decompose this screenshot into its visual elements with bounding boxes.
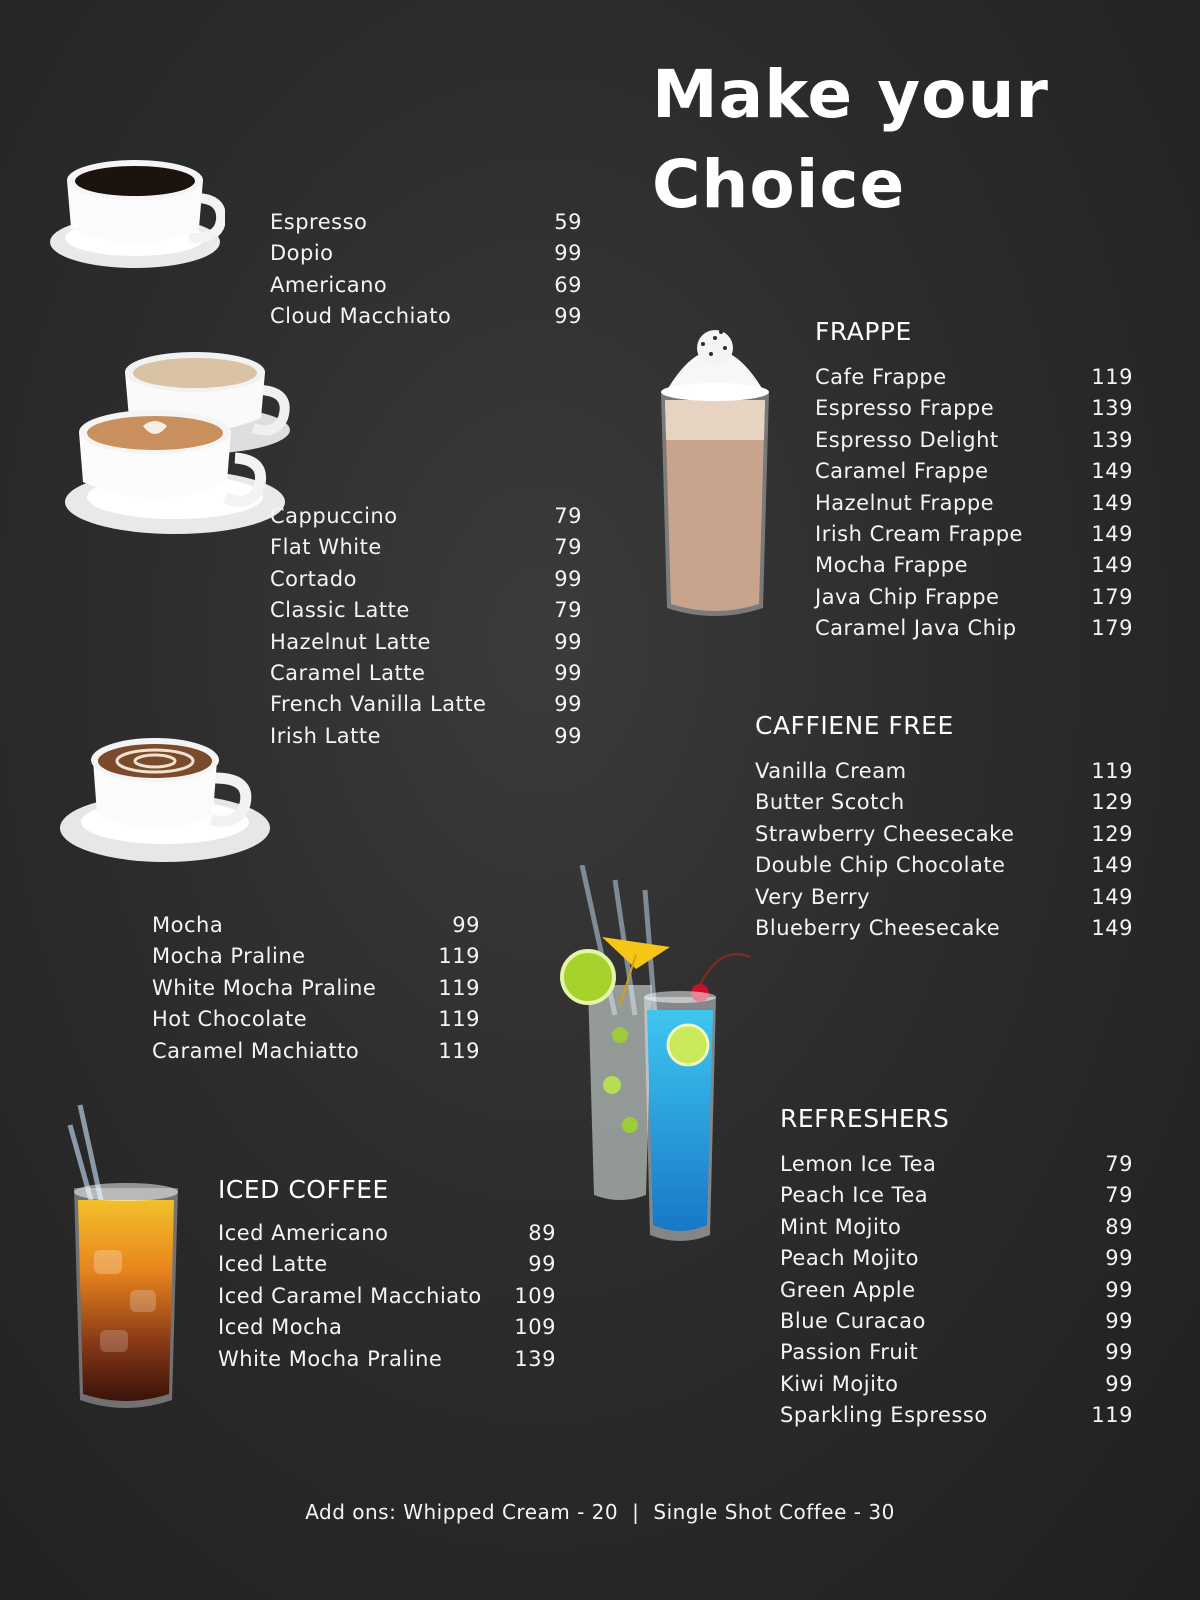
menu-item bbox=[780, 1180, 1133, 1211]
item-name: Blue Curacao bbox=[780, 1308, 926, 1333]
item-price: 139 bbox=[514, 1346, 556, 1371]
menu-item bbox=[270, 501, 582, 532]
menu-item bbox=[815, 362, 1133, 393]
item-price: 69 bbox=[554, 272, 582, 297]
item-price: 179 bbox=[1091, 616, 1133, 641]
item-name: White Mocha Praline bbox=[218, 1346, 443, 1371]
frappe-glass-icon bbox=[655, 320, 775, 625]
item-name: Peach Ice Tea bbox=[780, 1183, 929, 1208]
item-name: White Mocha Praline bbox=[152, 975, 377, 1000]
item-price: 149 bbox=[1091, 915, 1133, 940]
item-price: 119 bbox=[438, 1038, 480, 1063]
item-price: 139 bbox=[1091, 396, 1133, 421]
menu-item bbox=[270, 721, 582, 752]
addons-note bbox=[0, 1500, 1200, 1524]
item-price: 119 bbox=[1091, 365, 1133, 389]
item-name: Lemon Ice Tea bbox=[780, 1152, 937, 1176]
frappe-heading: FRAPPE bbox=[815, 317, 912, 346]
item-price: 79 bbox=[554, 598, 582, 623]
menu-item bbox=[815, 488, 1133, 519]
item-name: Peach Mojito bbox=[780, 1246, 919, 1271]
frappe-menu bbox=[815, 362, 1133, 645]
caffeine-free-heading: CAFFIENE FREE bbox=[755, 711, 954, 740]
menu-item bbox=[270, 301, 582, 332]
refreshers-menu bbox=[780, 1149, 1133, 1432]
caffeine-free-menu bbox=[755, 756, 1133, 944]
item-price: 99 bbox=[1105, 1246, 1133, 1271]
item-price: 129 bbox=[1091, 821, 1133, 846]
menu-item bbox=[780, 1275, 1133, 1306]
menu-item bbox=[270, 270, 582, 301]
item-price: 129 bbox=[1091, 790, 1133, 815]
item-name: Double Chip Chocolate bbox=[755, 853, 1006, 878]
hot-coffee-menu bbox=[270, 207, 582, 333]
menu-item bbox=[780, 1243, 1133, 1274]
item-name: Espresso Frappe bbox=[815, 396, 995, 421]
menu-item bbox=[815, 550, 1133, 581]
item-name: Iced Americano bbox=[218, 1221, 389, 1245]
menu-item bbox=[152, 1004, 480, 1035]
menu-item bbox=[218, 1312, 556, 1343]
item-name: Irish Cream Frappe bbox=[815, 521, 1023, 546]
menu-item bbox=[755, 819, 1133, 850]
menu-item bbox=[270, 627, 582, 658]
item-name: Classic Latte bbox=[270, 598, 410, 623]
iced-coffee-glass-icon bbox=[60, 1100, 190, 1420]
item-price: 99 bbox=[452, 913, 480, 937]
item-price: 109 bbox=[514, 1283, 556, 1308]
item-name: Cappuccino bbox=[270, 504, 398, 528]
menu-item bbox=[270, 689, 582, 720]
item-price: 99 bbox=[554, 566, 582, 591]
menu-item bbox=[815, 456, 1133, 487]
title-line-1: Make your bbox=[652, 56, 1049, 133]
addons-separator: | bbox=[632, 1500, 640, 1524]
item-price: 179 bbox=[1091, 584, 1133, 609]
addons-whipped-cream: Add ons: Whipped Cream - 20 bbox=[305, 1500, 619, 1524]
item-price: 89 bbox=[1105, 1214, 1133, 1239]
menu-item bbox=[218, 1218, 556, 1249]
item-name: Very Berry bbox=[755, 884, 871, 909]
menu-item bbox=[270, 564, 582, 595]
item-name: Mocha Praline bbox=[152, 944, 306, 969]
item-name: Cafe Frappe bbox=[815, 365, 947, 389]
menu-item bbox=[815, 425, 1133, 456]
iced-coffee-heading: ICED COFFEE bbox=[218, 1175, 389, 1204]
item-price: 59 bbox=[554, 210, 582, 234]
mocha-menu bbox=[152, 910, 480, 1067]
cappuccino-cups-icon bbox=[55, 350, 295, 540]
item-price: 99 bbox=[554, 660, 582, 685]
item-name: French Vanilla Latte bbox=[270, 692, 487, 717]
menu-item bbox=[152, 1036, 480, 1067]
item-name: Hazelnut Frappe bbox=[815, 490, 995, 515]
menu-item bbox=[755, 882, 1133, 913]
item-price: 99 bbox=[554, 241, 582, 266]
item-name: Cortado bbox=[270, 566, 357, 591]
mocha-cup-icon bbox=[55, 730, 275, 865]
cocktail-glasses-icon bbox=[560, 865, 760, 1255]
menu-item bbox=[152, 910, 480, 941]
menu-item bbox=[270, 207, 582, 238]
item-name: Hazelnut Latte bbox=[270, 629, 431, 654]
menu-item bbox=[270, 238, 582, 269]
item-price: 119 bbox=[438, 1007, 480, 1032]
item-price: 119 bbox=[1091, 1403, 1133, 1428]
menu-item bbox=[270, 532, 582, 563]
item-name: Mint Mojito bbox=[780, 1214, 902, 1239]
item-price: 99 bbox=[1105, 1308, 1133, 1333]
item-name: Iced Latte bbox=[218, 1252, 328, 1277]
item-price: 119 bbox=[1091, 759, 1133, 783]
item-name: Kiwi Mojito bbox=[780, 1371, 899, 1396]
item-name: Caramel Java Chip bbox=[815, 616, 1017, 641]
item-name: Green Apple bbox=[780, 1277, 916, 1302]
menu-item bbox=[815, 613, 1133, 644]
item-price: 109 bbox=[514, 1315, 556, 1340]
menu-item bbox=[218, 1344, 556, 1375]
item-price: 99 bbox=[1105, 1340, 1133, 1365]
item-name: Dopio bbox=[270, 241, 334, 266]
item-price: 149 bbox=[1091, 459, 1133, 484]
addons-single-shot: Single Shot Coffee - 30 bbox=[653, 1500, 895, 1524]
item-name: Java Chip Frappe bbox=[815, 584, 1000, 609]
item-price: 99 bbox=[528, 1252, 556, 1277]
item-name: Caramel Latte bbox=[270, 660, 426, 685]
item-name: Americano bbox=[270, 272, 388, 297]
menu-item bbox=[815, 582, 1133, 613]
item-price: 149 bbox=[1091, 553, 1133, 578]
item-name: Sparkling Espresso bbox=[780, 1403, 988, 1428]
item-name: Iced Caramel Macchiato bbox=[218, 1283, 482, 1308]
item-price: 79 bbox=[1105, 1183, 1133, 1208]
menu-item bbox=[815, 393, 1133, 424]
item-name: Caramel Frappe bbox=[815, 459, 989, 484]
item-name: Irish Latte bbox=[270, 723, 382, 748]
menu-item bbox=[780, 1337, 1133, 1368]
item-price: 149 bbox=[1091, 853, 1133, 878]
menu-item bbox=[152, 941, 480, 972]
item-price: 149 bbox=[1091, 884, 1133, 909]
menu-item bbox=[755, 756, 1133, 787]
item-name: Espresso bbox=[270, 210, 368, 234]
menu-item bbox=[780, 1306, 1133, 1337]
espresso-cup-icon bbox=[45, 150, 225, 275]
item-name: Hot Chocolate bbox=[152, 1007, 308, 1032]
menu-item bbox=[815, 519, 1133, 550]
latte-menu bbox=[270, 501, 582, 752]
item-name: Strawberry Cheesecake bbox=[755, 821, 1015, 846]
item-price: 89 bbox=[528, 1221, 556, 1245]
item-name: Blueberry Cheesecake bbox=[755, 915, 1001, 940]
item-name: Butter Scotch bbox=[755, 790, 905, 815]
menu-item bbox=[780, 1212, 1133, 1243]
item-price: 99 bbox=[554, 304, 582, 329]
menu-item bbox=[270, 658, 582, 689]
refreshers-heading: REFRESHERS bbox=[780, 1104, 950, 1133]
item-name: Flat White bbox=[270, 535, 382, 560]
menu-item bbox=[755, 850, 1133, 881]
menu-item bbox=[270, 595, 582, 626]
item-price: 149 bbox=[1091, 521, 1133, 546]
item-name: Vanilla Cream bbox=[755, 759, 907, 783]
item-price: 79 bbox=[1105, 1152, 1133, 1176]
item-price: 99 bbox=[1105, 1277, 1133, 1302]
item-price: 119 bbox=[438, 975, 480, 1000]
iced-coffee-menu bbox=[218, 1218, 556, 1375]
menu-item bbox=[780, 1400, 1133, 1431]
item-price: 119 bbox=[438, 944, 480, 969]
item-price: 99 bbox=[554, 692, 582, 717]
item-price: 79 bbox=[554, 504, 582, 528]
menu-item bbox=[780, 1369, 1133, 1400]
menu-item bbox=[755, 913, 1133, 944]
item-name: Mocha Frappe bbox=[815, 553, 968, 578]
item-price: 79 bbox=[554, 535, 582, 560]
title-line-2: Choice bbox=[652, 146, 906, 223]
item-name: Cloud Macchiato bbox=[270, 304, 452, 329]
item-name: Passion Fruit bbox=[780, 1340, 919, 1365]
item-price: 99 bbox=[554, 629, 582, 654]
item-name: Iced Mocha bbox=[218, 1315, 343, 1340]
item-price: 99 bbox=[554, 723, 582, 748]
item-name: Mocha bbox=[152, 913, 224, 937]
menu-item bbox=[152, 973, 480, 1004]
menu-item bbox=[755, 787, 1133, 818]
menu-item bbox=[218, 1281, 556, 1312]
item-price: 139 bbox=[1091, 427, 1133, 452]
item-price: 99 bbox=[1105, 1371, 1133, 1396]
page-title bbox=[652, 50, 1192, 230]
menu-item bbox=[218, 1249, 556, 1280]
item-name: Espresso Delight bbox=[815, 427, 999, 452]
menu-item bbox=[780, 1149, 1133, 1180]
item-price: 149 bbox=[1091, 490, 1133, 515]
item-name: Caramel Machiatto bbox=[152, 1038, 360, 1063]
